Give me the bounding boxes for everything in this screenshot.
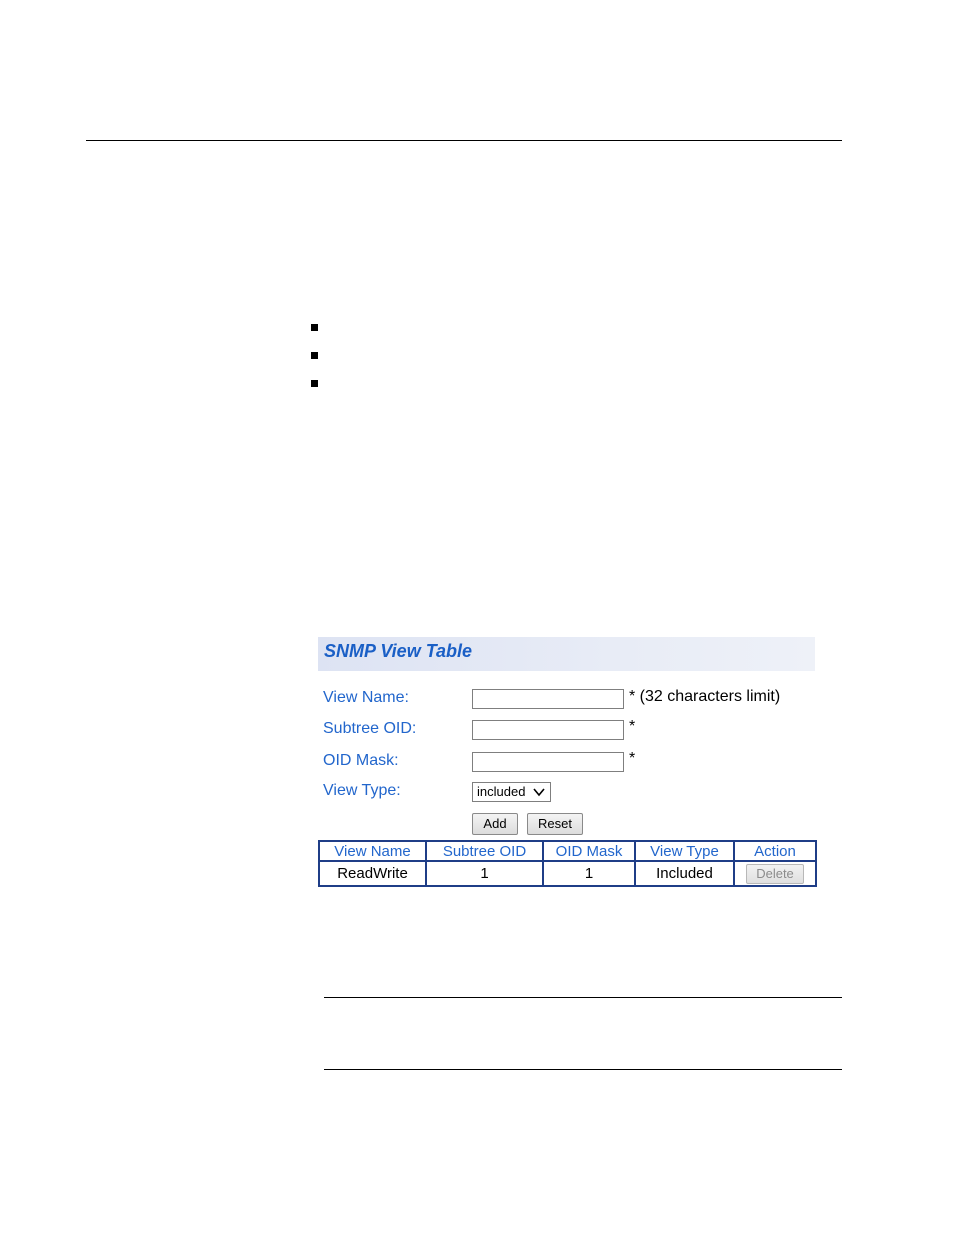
chevron-down-icon (533, 787, 545, 797)
view-type-label: View Type: (323, 782, 401, 799)
cell-view-type: Included (635, 861, 734, 886)
oid-mask-label: OID Mask: (323, 752, 399, 769)
view-type-select[interactable] (472, 782, 551, 802)
view-type-selected-value: included (477, 784, 526, 799)
cell-action (734, 861, 816, 886)
oid-mask-required-mark: * (629, 750, 636, 767)
cell-oid-mask: 1 (543, 861, 635, 886)
column-header-view-type: View Type (635, 841, 734, 861)
snmp-view-table (318, 840, 817, 887)
panel-header (318, 637, 815, 671)
cell-view-name: ReadWrite (319, 861, 426, 886)
panel-title: SNMP View Table (324, 641, 473, 661)
add-button[interactable]: Add (472, 813, 518, 835)
table-header-row (319, 841, 816, 861)
view-name-hint: * (32 characters limit) (629, 688, 781, 705)
oid-mask-input[interactable] (472, 752, 624, 772)
delete-button[interactable]: Delete (746, 864, 804, 884)
column-header-action: Action (734, 841, 816, 861)
bullet-marker (311, 380, 318, 387)
table-row (319, 861, 816, 886)
reset-button[interactable]: Reset (527, 813, 583, 835)
header-rule (86, 140, 842, 141)
column-header-oid-mask: OID Mask (543, 841, 635, 861)
subtree-oid-input[interactable] (472, 720, 624, 740)
note-top-rule (324, 997, 842, 998)
column-header-view-name: View Name (319, 841, 426, 861)
note-bottom-rule (324, 1069, 842, 1070)
cell-subtree-oid: 1 (426, 861, 543, 886)
column-header-subtree-oid: Subtree OID (426, 841, 543, 861)
view-name-input[interactable] (472, 689, 624, 709)
subtree-oid-label: Subtree OID: (323, 720, 417, 737)
bullet-marker (311, 352, 318, 359)
bullet-marker (311, 324, 318, 331)
subtree-oid-required-mark: * (629, 718, 636, 735)
view-name-label: View Name: (323, 689, 409, 706)
